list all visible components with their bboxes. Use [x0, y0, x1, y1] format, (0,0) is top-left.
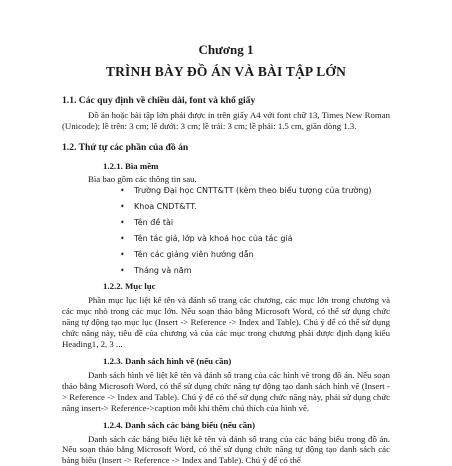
section-1-2-2-heading: 1.2.2. Mục lục — [103, 281, 156, 292]
list-item-text: Tên tác giả, lớp và khoá học của tác giả — [134, 234, 293, 244]
bullet-icon: • — [120, 250, 125, 260]
list-item-text: Tên các giảng viên hướng dẫn — [134, 250, 254, 260]
list-item — [120, 202, 390, 212]
list-item — [120, 250, 390, 260]
bullet-icon: • — [120, 234, 125, 244]
section-1-2-3-paragraph: Danh sách hình vẽ liệt kê tên và đánh số trang của các hình vẽ trong đồ án. Nếu soạn thảo bằng Microsoft Word, có thể sử dụng chức năng tự động tạo danh sách hình vẽ (Insert -> Reference -> Index and Table). Chú ý để có thể sử dụng chức năng này, phải sử dụng chức năng insert-> Reference->caption mỗi khi thêm chú thích của hình vẽ. — [62, 370, 390, 413]
cover-intro-text: Bìa bao gồm các thông tin sau. — [88, 173, 197, 184]
section-1-2-4-heading: 1.2.4. Danh sách các bảng biểu (nếu cần) — [103, 419, 256, 430]
section-1-2-2-paragraph: Phần mục lục liệt kê tên và đánh số trang các chương, các mục lớn trong chương và các mục nhỏ trong các mục lớn. Nếu soạn thảo bằng Microsoft Word, có thể sử dụng chức năng tự động tạo mục lục (Insert -> Reference -> Index and Table). Chú ý để có thể sử dụng chức năng này, tiêu đề của chương và của các mục trong chương phải được định dạng kiểu Heading1, 2, 3 ... — [62, 295, 390, 349]
bullet-icon: • — [120, 202, 125, 212]
section-1-1-heading: 1.1. Các quy định về chiều dài, font và khổ giấy — [62, 95, 256, 106]
list-item — [120, 218, 390, 228]
list-item-text: Tháng và năm — [134, 266, 192, 276]
bullet-icon: • — [120, 266, 125, 276]
list-item-text: Tên đề tài — [134, 218, 174, 228]
chapter-number: Chương 1 — [198, 42, 254, 57]
list-item-text: Khoa CNDT&TT. — [134, 202, 197, 212]
list-item — [120, 234, 390, 244]
bullet-icon: • — [120, 218, 125, 228]
section-1-2-3-heading: 1.2.3. Danh sách hình vẽ (nếu cần) — [103, 356, 232, 367]
section-1-2-heading: 1.2. Thứ tự các phần của đồ án — [62, 141, 189, 153]
bullet-icon: • — [120, 186, 125, 196]
chapter-title: TRÌNH BÀY ĐỒ ÁN VÀ BÀI TẬP LỚN — [105, 64, 347, 79]
section-1-2-4-paragraph: Danh sách các bảng biểu liệt kê tên và đánh số trang của các bảng biểu trong đồ án. Nếu soạn thảo bằng Microsoft Word, có thể sử dụng chức năng tự động tạo danh sách các bảng biểu (Insert -> Reference -> Index and Table). Chú ý để có thể — [62, 433, 390, 466]
list-item — [120, 186, 390, 196]
section-1-2-1-heading: 1.2.1. Bìa mềm — [103, 160, 159, 171]
list-item-text: Trường Đại học CNTT&TT (kèm theo biểu tượng của trường) — [134, 186, 372, 196]
cover-info-list — [62, 186, 390, 276]
section-1-1-paragraph: Đồ án hoặc bài tập lớn phải được in trên giấy A4 với font chữ 13, Times New Roman (Unicode); lề trên: 3 cm; lề dưới: 3 cm; lề trái: 3 cm; lề phải: 1.5 cm, giãn dòng 1.3. — [62, 110, 390, 131]
list-item — [120, 266, 390, 276]
